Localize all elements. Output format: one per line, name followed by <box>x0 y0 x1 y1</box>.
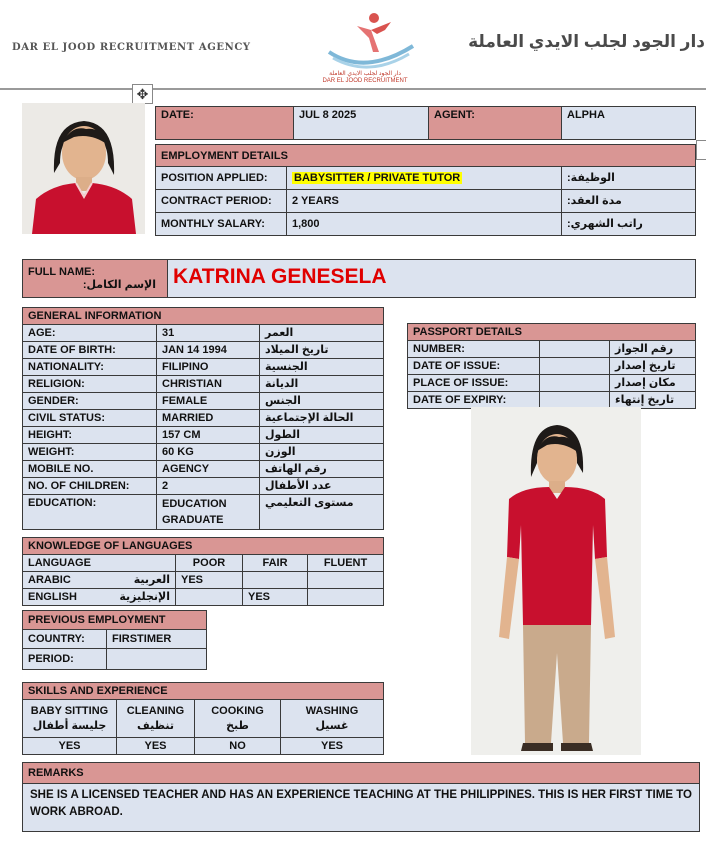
info-label: HEIGHT: <box>23 427 157 444</box>
employment-value: 2 YEARS <box>287 190 562 213</box>
skill-name-ar: جليسة أطفال <box>32 719 107 732</box>
skill-name: CLEANING <box>126 704 185 717</box>
info-label: MOBILE NO. <box>23 461 157 478</box>
info-label: WEIGHT: <box>23 444 157 461</box>
language-poor <box>176 589 243 606</box>
info-label-ar: العمر <box>260 325 384 342</box>
info-label-ar: الوزن <box>260 444 384 461</box>
skills-title: SKILLS AND EXPERIENCE <box>23 683 384 700</box>
employment-label-ar: مدة العقد: <box>562 190 696 213</box>
remarks-title: REMARKS <box>23 763 700 784</box>
language-name: ARABIC <box>28 574 71 586</box>
info-value: 2 <box>157 478 260 495</box>
date-agent-table <box>155 106 696 140</box>
languages-header: FAIR <box>243 555 308 572</box>
agency-logo-icon <box>325 8 417 70</box>
passport-value <box>540 358 610 375</box>
skill-value: YES <box>23 738 117 755</box>
header-divider <box>0 88 706 90</box>
info-label: CIVIL STATUS: <box>23 410 157 427</box>
info-label-ar: الديانة <box>260 376 384 393</box>
employment-label-ar: راتب الشهري: <box>562 213 696 236</box>
passport-label: NUMBER: <box>408 341 540 358</box>
info-label: AGE: <box>23 325 157 342</box>
education-value-cell <box>157 495 260 530</box>
language-name-ar: الإنجليزية <box>119 591 170 603</box>
info-label-ar: الحالة الإجتماعية <box>260 410 384 427</box>
full-name-label-ar: الإسم الكامل: <box>82 279 156 291</box>
info-label: DATE OF BIRTH: <box>23 342 157 359</box>
employment-label: CONTRACT PERIOD: <box>156 190 287 213</box>
general-info-table <box>22 307 384 530</box>
info-label: GENDER: <box>23 393 157 410</box>
info-label-ar: رقم الهاتف <box>260 461 384 478</box>
info-value: AGENCY <box>157 461 260 478</box>
education-label: EDUCATION: <box>23 495 157 530</box>
passport-label: PLACE OF ISSUE: <box>408 375 540 392</box>
logo-caption-ar: دار الجود لجلب الايدي العاملة <box>329 71 401 77</box>
info-label-ar: الجنس <box>260 393 384 410</box>
previous-employment-table <box>22 610 207 670</box>
info-value: FEMALE <box>157 393 260 410</box>
info-label: NO. OF CHILDREN: <box>23 478 157 495</box>
skills-table <box>22 682 384 755</box>
language-poor: YES <box>176 572 243 589</box>
languages-table <box>22 537 384 606</box>
language-fluent <box>308 572 384 589</box>
skill-name-ar: تنظيف <box>137 719 174 732</box>
passport-label: DATE OF EXPIRY: <box>408 392 540 409</box>
skill-value: NO <box>195 738 281 755</box>
agency-name-ar: دار الجود لجلب الايدي العاملة <box>468 32 705 51</box>
info-label: RELIGION: <box>23 376 157 393</box>
info-value: CHRISTIAN <box>157 376 260 393</box>
employment-value <box>287 167 562 190</box>
skill-header-cell <box>281 700 384 738</box>
logo-caption-en: DAR EL JOOD RECRUITMENT <box>322 78 408 84</box>
applicant-photo-small <box>22 103 145 234</box>
info-label-ar: عدد الأطفال <box>260 478 384 495</box>
country-label: COUNTRY: <box>23 630 107 649</box>
full-name-value-cell <box>168 260 696 298</box>
languages-header: FLUENT <box>308 555 384 572</box>
full-name-value: KATRINA GENESELA <box>173 265 387 288</box>
skill-name: BABY SITTING <box>30 704 109 717</box>
info-value: 31 <box>157 325 260 342</box>
info-value: JAN 14 1994 <box>157 342 260 359</box>
languages-header: POOR <box>176 555 243 572</box>
language-fair <box>243 572 308 589</box>
employment-value: 1,800 <box>287 213 562 236</box>
passport-label: DATE OF ISSUE: <box>408 358 540 375</box>
skill-value: YES <box>281 738 384 755</box>
info-label: NATIONALITY: <box>23 359 157 376</box>
education-value-line2: GRADUATE <box>162 514 224 526</box>
passport-value <box>540 375 610 392</box>
period-label: PERIOD: <box>23 649 107 670</box>
employment-title: EMPLOYMENT DETAILS <box>156 145 696 167</box>
skill-name-ar: طبخ <box>226 719 249 732</box>
passport-label-ar: تاريخ إنتهاء <box>610 392 696 409</box>
full-name-label-cell <box>23 260 168 298</box>
passport-label-ar: رقم الجواز <box>610 341 696 358</box>
skill-name: COOKING <box>211 704 264 717</box>
info-value: 60 KG <box>157 444 260 461</box>
passport-value <box>540 341 610 358</box>
language-name-ar: العربية <box>133 574 170 586</box>
passport-title: PASSPORT DETAILS <box>408 324 696 341</box>
applicant-photo-full <box>471 407 641 755</box>
date-value: JUL 8 2025 <box>294 107 429 140</box>
info-value: FILIPINO <box>157 359 260 376</box>
agency-name-en: DAR EL JOOD RECRUITMENT AGENCY <box>12 42 251 53</box>
passport-details-table <box>407 323 696 409</box>
general-info-title: GENERAL INFORMATION <box>23 308 384 325</box>
skill-value: YES <box>117 738 195 755</box>
employment-label: MONTHLY SALARY: <box>156 213 287 236</box>
language-fluent <box>308 589 384 606</box>
employment-details-table <box>155 144 696 236</box>
country-value: FIRSTIMER <box>107 630 207 649</box>
skill-header-cell <box>195 700 281 738</box>
period-value <box>107 649 207 670</box>
agent-value: ALPHA <box>562 107 696 140</box>
language-name: ENGLISH <box>28 591 77 603</box>
move-handle-icon[interactable]: ✥ <box>132 84 153 104</box>
language-name-cell <box>23 589 176 606</box>
skill-header-cell <box>23 700 117 738</box>
language-name-cell <box>23 572 176 589</box>
agent-label: AGENT: <box>429 107 562 140</box>
info-value: 157 CM <box>157 427 260 444</box>
employment-label-ar: الوظيفة: <box>562 167 696 190</box>
passport-label-ar: تاريخ إصدار <box>610 358 696 375</box>
skill-name-ar: غسيل <box>315 719 349 732</box>
language-fair: YES <box>243 589 308 606</box>
remarks-header-table <box>22 762 700 784</box>
remarks-text: SHE IS A LICENSED TEACHER AND HAS AN EXPERIENCE TEACHING AT THE PHILIPPINES. THIS IS HER FIRST TIME TO WORK ABROAD. <box>22 783 700 832</box>
info-label-ar: الجنسية <box>260 359 384 376</box>
employment-label: POSITION APPLIED: <box>156 167 287 190</box>
info-label-ar: الطول <box>260 427 384 444</box>
passport-label-ar: مكان إصدار <box>610 375 696 392</box>
skill-header-cell <box>117 700 195 738</box>
education-label-ar: مستوى التعليمي <box>260 495 384 530</box>
passport-value <box>540 392 610 409</box>
info-value: MARRIED <box>157 410 260 427</box>
date-label: DATE: <box>156 107 294 140</box>
languages-header: LANGUAGE <box>23 555 176 572</box>
education-value-line1: EDUCATION <box>162 498 227 510</box>
page-edge-marker <box>696 140 706 160</box>
languages-title: KNOWLEDGE OF LANGUAGES <box>23 538 384 555</box>
full-name-label-en: FULL NAME: <box>28 266 96 278</box>
position-highlight: BABYSITTER / PRIVATE TUTOR <box>294 172 461 184</box>
previous-employment-title: PREVIOUS EMPLOYMENT <box>23 611 207 630</box>
skill-name: WASHING <box>305 704 359 717</box>
info-label-ar: تاريخ الميلاد <box>260 342 384 359</box>
full-name-table <box>22 259 696 298</box>
